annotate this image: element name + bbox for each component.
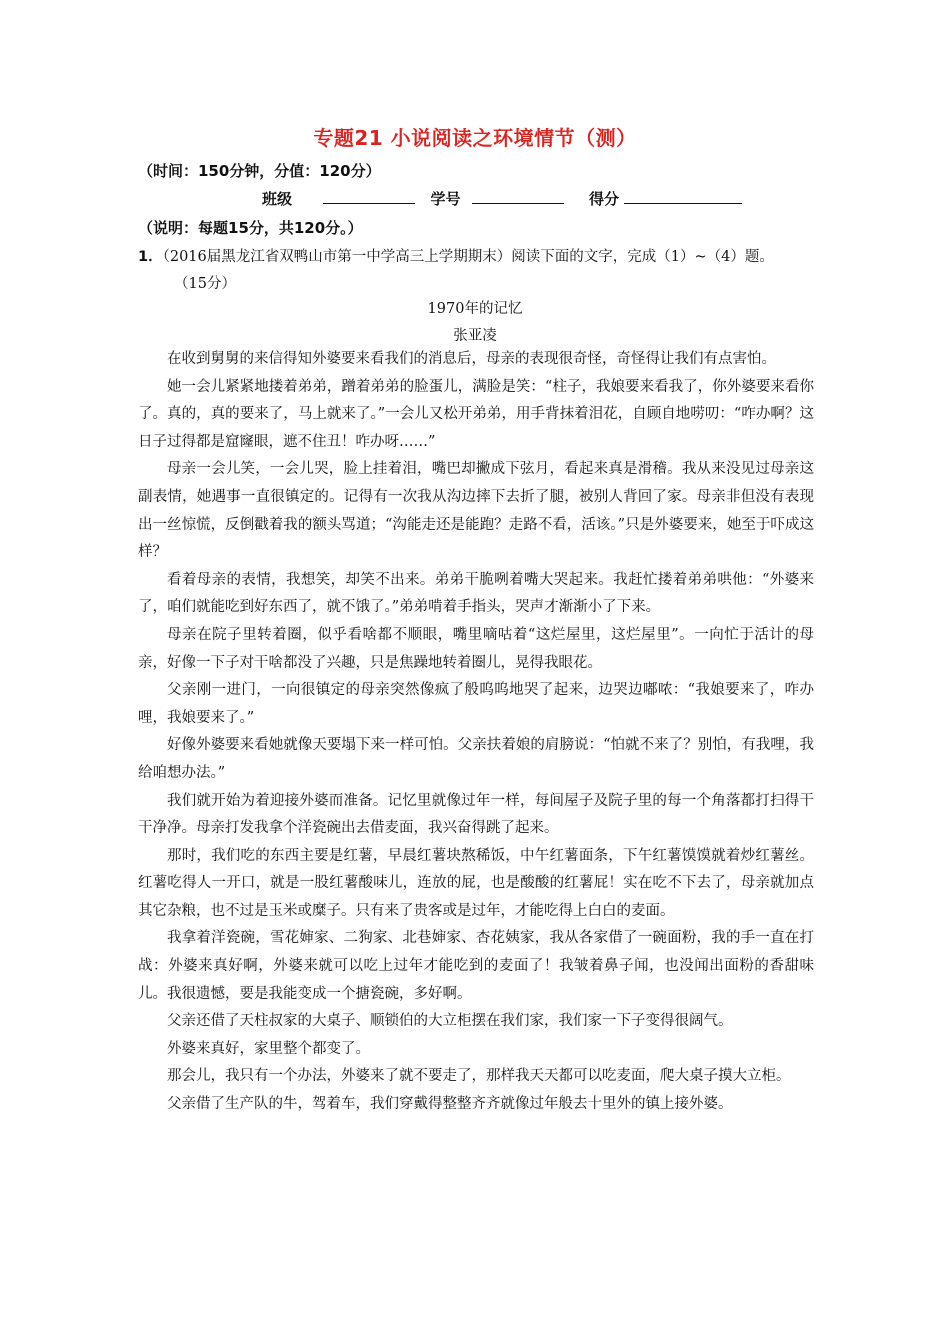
paragraph: 那会儿，我只有一个办法，外婆来了就不要走了，那样我天天都可以吃麦面，爬大桌子摸大立柜。 [167, 1068, 791, 1085]
paragraph: 外婆来真好，家里整个都变了。 [167, 1040, 370, 1057]
paragraph: 好像外婆要来看她就像天要塌下来一样可怕。父亲扶着娘的肩膀说：“怕就不来了？别怕，有我哩，我给咱想办法。” [138, 737, 814, 781]
question-score: （15分） [174, 276, 236, 292]
story-body [138, 346, 814, 1119]
time-score-line: （时间：150分钟，分值：120分） [138, 162, 381, 180]
paragraph: 那时，我们吃的东西主要是红薯，早晨红薯块熬稀饭，中午红薯面条，下午红薯馍馍就着炒红薯丝。红薯吃得人一开口，就是一股红薯酸味儿，连放的屁，也是酸酸的红薯屁！实在吃不下去了，母亲就加点其它杂粮，也不过是玉米或糜子。只有来了贵客或是过年，才能吃得上白白的麦面。 [138, 847, 814, 919]
question-1 [138, 244, 818, 298]
student-id-label: 学号 [430, 190, 461, 208]
student-id-blank [472, 189, 564, 204]
paragraph: 母亲在院子里转着圈，似乎看啥都不顺眼，嘴里嘀咕着“这烂屋里，这烂屋里”。一向忙于活计的母亲，好像一下子对干啥都没了兴趣，只是焦躁地转着圈儿，晃得我眼花。 [138, 626, 814, 671]
story-title: 1970年的记忆 [427, 301, 523, 317]
story-author: 张亚凌 [453, 328, 497, 344]
paragraph: 父亲借了生产队的牛，驾着车，我们穿戴得整整齐齐就像过年般去十里外的镇上接外婆。 [167, 1096, 733, 1113]
question-number: 1． [138, 249, 163, 265]
paragraph: 父亲刚一进门，一向很镇定的母亲突然像疯了般呜呜地哭了起来，边哭边嘟哝：“我娘要来了，咋办哩，我娘要来了。” [138, 682, 814, 726]
paragraph: 她一会儿紧紧地搂着弟弟，蹭着弟弟的脸蛋儿，满脸是笑：“柱子，我娘要来看我了，你外婆要来看你了。真的，真的要来了，马上就来了。”一会儿又松开弟弟，用手背抹着泪花，自顾自地唠叨：“咋办啊？这日子过得都是窟窿眼，遮不住丑！咋办呀……” [138, 378, 814, 450]
paragraph: 在收到舅舅的来信得知外婆要来看我们的消息后，母亲的表现很奇怪，奇怪得让我们有点害怕。 [167, 351, 776, 367]
instructions-line: （说明：每题15分，共120分。） [138, 219, 363, 237]
class-label: 班级 [262, 190, 293, 208]
paragraph: 母亲一会儿笑，一会儿哭，脸上挂着泪，嘴巴却撇成下弦月，看起来真是滑稽。我从来没见过母亲这副表情，她遇事一直很镇定的。记得有一次我从沟边摔下去折了腿，被别人背回了家。母亲非但没有表现出一丝惊慌，反倒戳着我的额头骂道；“沟能走还是能跑？走路不看，活该。”只是外婆要来，她至于吓成这样？ [138, 461, 814, 561]
score-label: 得分 [588, 190, 619, 208]
paragraph: 父亲还借了天柱叔家的大桌子、顺锁伯的大立柜摆在我们家，我们家一下子变得很阔气。 [167, 1013, 733, 1030]
paragraph: 看着母亲的表情，我想笑，却笑不出来。弟弟干脆咧着嘴大哭起来。我赶忙搂着弟弟哄他：“外婆来了，咱们就能吃到好东西了，就不饿了。”弟弟啃着手指头，哭声才渐渐小了下来。 [138, 571, 814, 616]
score-blank [624, 189, 742, 204]
page-title: 专题21 小说阅读之环境情节（测） [313, 126, 637, 150]
class-blank [323, 189, 415, 204]
question-prompt: （2016届黑龙江省双鸭山市第一中学高三上学期期末）阅读下面的文字，完成（1）~（4）题。 [162, 249, 774, 265]
student-info-fields [262, 188, 742, 209]
paragraph: 我们就开始为着迎接外婆而准备。记忆里就像过年一样，每间屋子及院子里的每一个角落都打扫得干干净净。母亲打发我拿个洋瓷碗出去借麦面，我兴奋得跳了起来。 [138, 792, 814, 837]
paragraph: 我拿着洋瓷碗，雪花婶家、二狗家、北巷婶家、杏花姨家，我从各家借了一碗面粉，我的手一直在打战：外婆来真好啊，外婆来就可以吃上过年才能吃到的麦面了！我皱着鼻子闻，也没闻出面粉的香甜味儿。我很遗憾，要是我能变成一个搪瓷碗，多好啊。 [138, 930, 814, 1002]
